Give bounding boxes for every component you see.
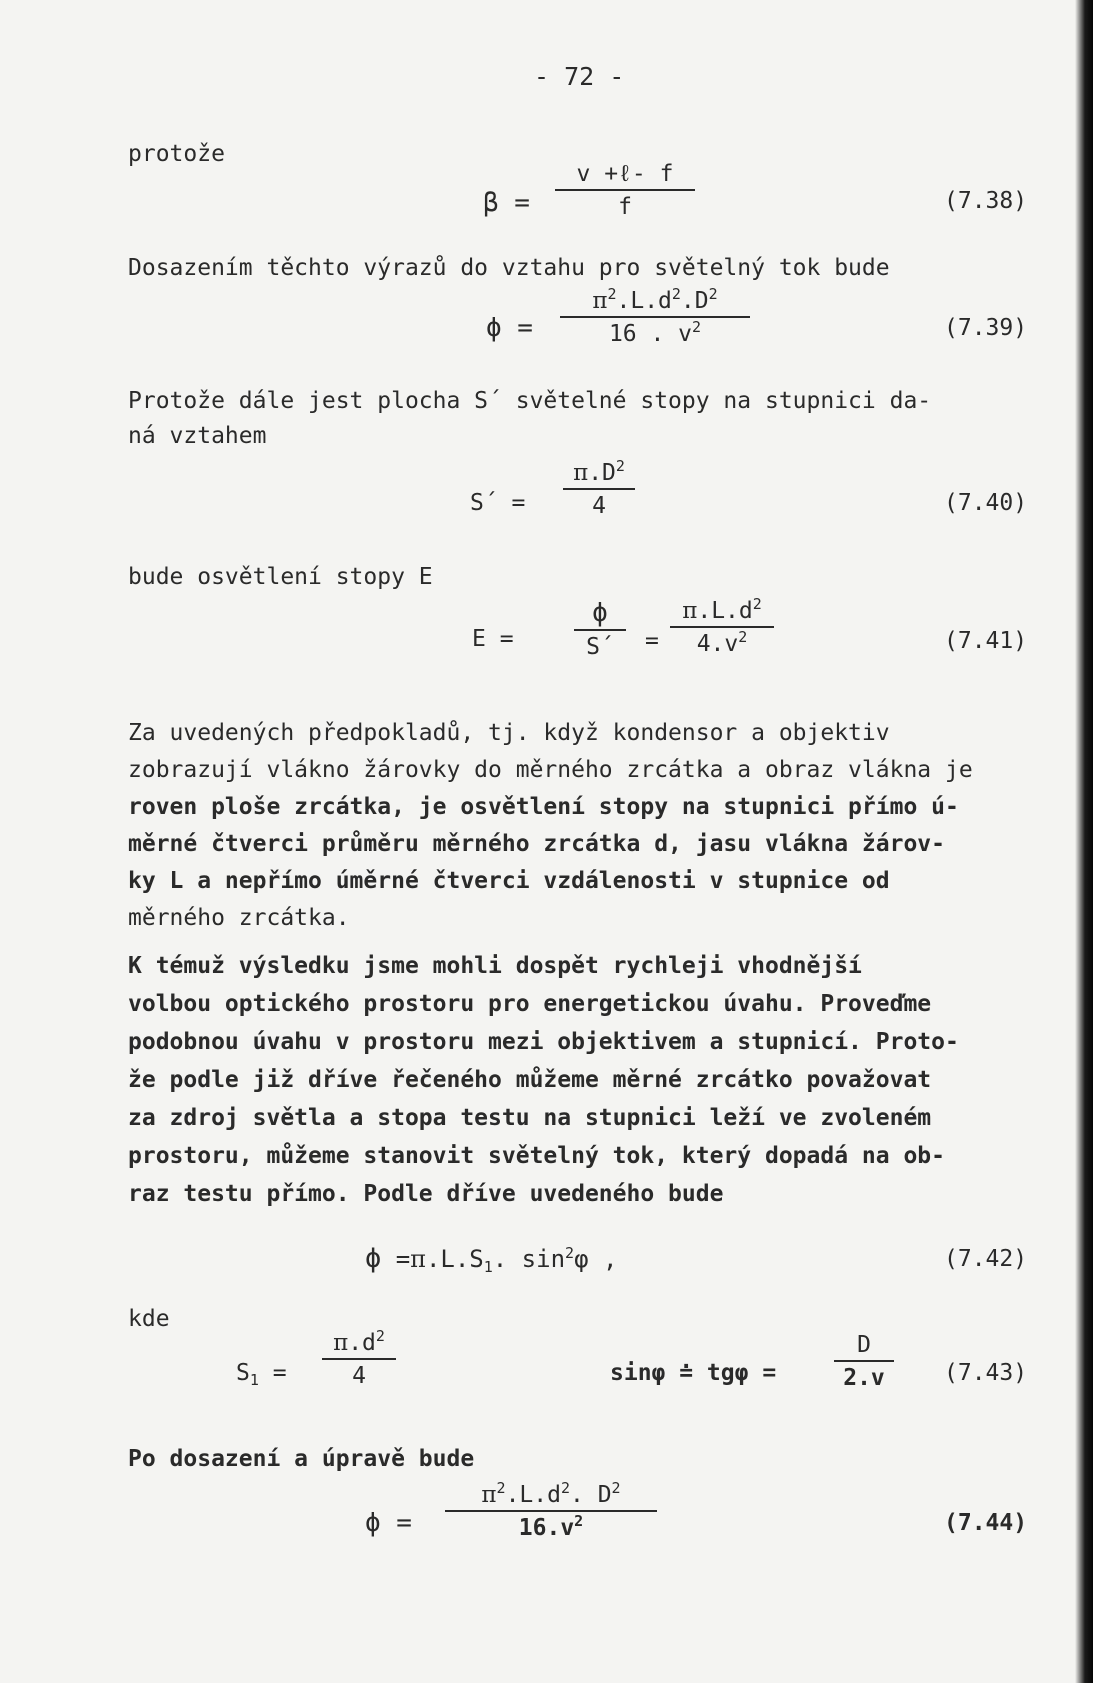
eq-7-41-denominator-1: S´ [586,634,614,660]
eq-7-38-denominator: f [618,194,632,220]
eq-7-43-label: (7.43) [944,1360,1028,1386]
eq-7-40-lhs: S´ = [470,490,526,516]
eq-7-40-numerator: $\pi.D^2$ [573,457,625,486]
eq-7-38-fraction [555,163,695,219]
eq-7-44-denominator: $16.v^2$ [518,1512,584,1541]
eq-7-39-fraction [560,285,750,347]
eq-7-44-lhs: ϕ = [365,1508,412,1538]
paragraph-k-temuz-line-6: prostoru, můžeme stanovit světelný tok, který dopadá na ob- [128,1143,945,1169]
paragraph-osvetleni: bude osvětlení stopy E [128,564,433,590]
paragraph-k-temuz-line-1: K témuž výsledku jsme mohli dospět rychleji vhodnější [128,953,862,979]
eq-7-42-label: (7.42) [944,1246,1028,1272]
eq-7-38-lhs: β = [483,188,530,218]
paragraph-k-temuz-line-3: podobnou úvahu v prostoru mezi objektivem a stupnicí. Proto- [128,1029,959,1055]
eq-7-40-label: (7.40) [944,490,1028,516]
eq-7-43-numerator-2: D [857,1332,871,1358]
eq-7-41-numerator-1: ϕ [592,598,608,628]
paragraph-za-uvedenych-line-2: zobrazují vlákno žárovky do měrného zrcátka a obraz vlákna je [128,757,973,783]
eq-7-43-fraction-1 [322,1327,396,1389]
eq-7-43-denominator-2: 2.v [843,1365,885,1391]
paragraph-za-uvedenych-line-1: Za uvedených předpokladů, tj. když kondensor a objektiv [128,720,890,746]
eq-7-39-denominator: 16 . $v^2$ [608,318,702,347]
paragraph-plocha-line-2: ná vztahem [128,423,267,449]
eq-7-38-label: (7.38) [944,188,1028,214]
paragraph-k-temuz-line-7: raz testu přímo. Podle dříve uvedeného bude [128,1181,724,1207]
word-protoze: protože [128,141,225,167]
paragraph-za-uvedenych-line-6: měrného zrcátka. [128,905,350,931]
eq-7-43-numerator-1: $\pi.d^2$ [333,1327,385,1356]
eq-7-41-fraction-1 [574,600,626,659]
page-number: - 72 - [534,62,625,91]
eq-7-38-numerator: v +ℓ- f [576,161,674,187]
paragraph-za-uvedenych-line-5: ky L a nepřímo úměrné čtverci vzdálenosti v stupnice od [128,868,890,894]
eq-7-41-fraction-2 [670,595,774,657]
word-kde: kde [128,1306,170,1332]
paragraph-k-temuz-line-5: za zdroj světla a stopa testu na stupnici leží ve zvoleném [128,1105,932,1131]
paragraph-dosazenim: Dosazením těchto výrazů do vztahu pro světelný tok bude [128,255,890,281]
eq-7-41-label: (7.41) [944,628,1028,654]
paragraph-za-uvedenych-line-3: roven ploše zrcátka, je osvětlení stopy na stupnici přímo ú- [128,794,959,820]
paragraph-k-temuz-line-2: volbou optického prostoru pro energetickou úvahu. Proveďme [128,991,932,1017]
paragraph-plocha-line-1: Protože dále jest plocha S´ světelné stopy na stupnici da- [128,388,932,414]
eq-7-41-lhs: E = [472,626,514,652]
paragraph-k-temuz-line-4: že podle již dříve řečeného můžeme měrné zrcátko považovat [128,1067,932,1093]
eq-7-41-equals: = [645,628,659,654]
eq-7-41-numerator-2: $\pi.L.d^2$ [682,595,762,624]
eq-7-44-label: (7.44) [944,1510,1028,1536]
eq-7-39-label: (7.39) [944,315,1028,341]
eq-7-40-fraction [563,457,635,519]
paragraph-po-dosazeni: Po dosazení a úpravě bude [128,1446,475,1472]
eq-7-40-denominator: 4 [592,493,606,519]
paragraph-za-uvedenych-line-4: měrné čtverci průměru měrného zrcátka d, jasu vlákna žárov- [128,831,945,857]
eq-7-43-fraction-2 [834,1334,894,1390]
eq-7-43-lhs-1: $S_1$ = [236,1360,287,1389]
eq-7-42-expression: $\phi =\pi.L.S_1$. $\sin^2\varphi$ , [365,1243,618,1276]
eq-7-39-numerator: $\pi^2.L.d^2.D^2$ [592,285,718,314]
eq-7-41-denominator-2: $4.v^2$ [696,628,748,657]
eq-7-44-numerator: $\pi^2.L.d^2$. $D^2$ [481,1479,621,1508]
eq-7-43-sin-tg: sinφ ≐ tgφ = [610,1360,777,1386]
eq-7-39-lhs: ϕ = [486,313,533,343]
eq-7-44-fraction [445,1479,657,1541]
eq-7-43-denominator-1: 4 [352,1363,366,1389]
